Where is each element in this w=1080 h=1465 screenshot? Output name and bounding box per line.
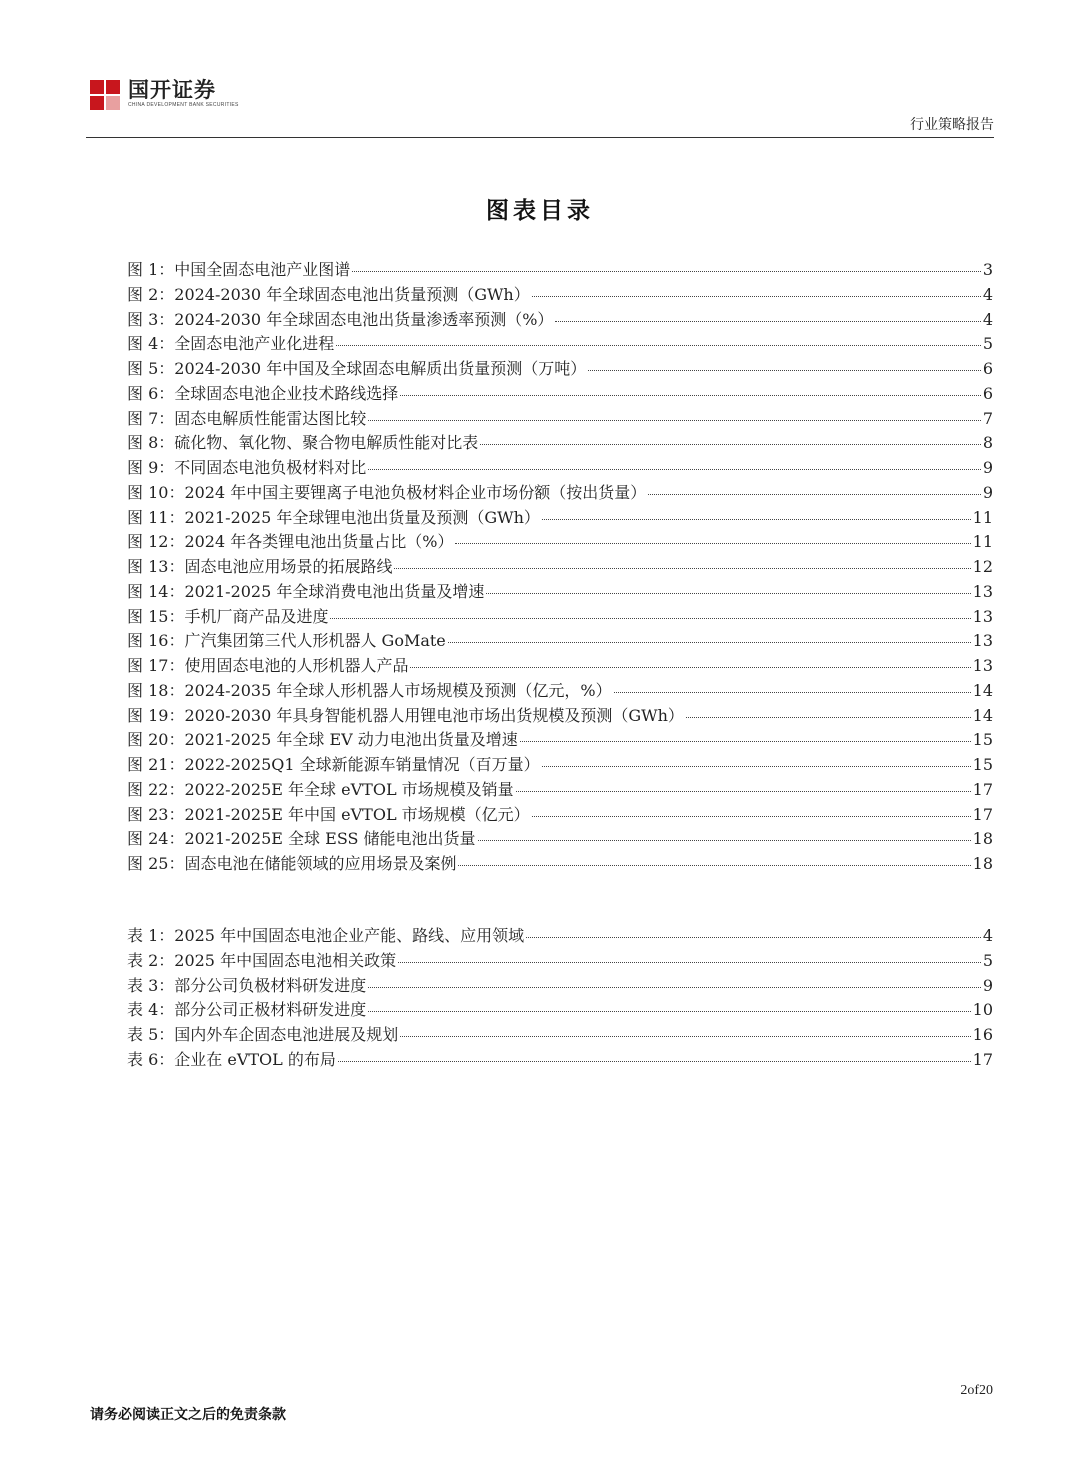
toc-entry-title: 图 20：2021-2025 年全球 EV 动力电池出货量及增速 — [127, 730, 518, 750]
dot-leader — [532, 295, 981, 297]
toc-entry-title: 图 7：固态电解质性能雷达图比较 — [127, 408, 367, 428]
figure-toc-entry[interactable] — [127, 728, 993, 753]
toc-entry-title: 图 1：中国全固态电池产业图谱 — [127, 260, 351, 279]
header-divider — [86, 137, 994, 138]
toc-entry-title: 图 10：2024 年中国主要锂离子电池负极材料企业市场份额（按出货量） — [127, 482, 647, 502]
toc-entry-title: 图 22：2022-2025E 年全球 eVTOL 市场规模及销量 — [127, 779, 514, 799]
dot-leader — [394, 567, 970, 569]
toc-entry-title: 图 23：2021-2025E 年中国 eVTOL 市场规模（亿元） — [127, 804, 530, 824]
toc-entry-page: 15 — [972, 730, 993, 750]
toc-entry-page: 11 — [972, 532, 993, 552]
figure-toc-entry[interactable] — [127, 530, 993, 555]
dot-leader — [400, 1035, 970, 1037]
dot-leader — [336, 344, 981, 346]
dot-leader — [648, 493, 981, 495]
figure-toc-entry[interactable] — [127, 580, 993, 605]
toc-entry-page: 17 — [972, 779, 993, 799]
toc-entry-page: 13 — [972, 656, 993, 675]
table-toc-entry[interactable] — [127, 998, 993, 1023]
toc-entry-page: 14 — [972, 680, 993, 700]
figure-toc-entry[interactable] — [127, 605, 993, 630]
toc-entry-page: 3 — [982, 260, 993, 279]
dot-leader — [338, 1060, 971, 1062]
toc-entry-page: 13 — [972, 606, 993, 626]
company-logo — [90, 78, 239, 112]
dot-leader — [352, 270, 981, 272]
toc-entry-title: 图 8：硫化物、氧化物、聚合物电解质性能对比表 — [127, 433, 479, 453]
toc-entry-page: 5 — [982, 334, 993, 354]
report-type: 行业策略报告 — [910, 117, 994, 133]
figure-toc-entry[interactable] — [127, 827, 993, 852]
toc-entry-page: 4 — [982, 309, 993, 329]
dot-leader — [532, 815, 971, 817]
toc-entry-title: 图 21：2022-2025Q1 全球新能源车销量情况（百万量） — [127, 755, 540, 774]
toc-entry-page: 5 — [982, 950, 993, 970]
dot-leader — [542, 765, 971, 767]
toc-entry-page: 17 — [972, 804, 993, 824]
figure-toc-entry[interactable] — [127, 852, 993, 877]
dot-leader — [398, 961, 981, 963]
dot-leader — [588, 369, 981, 371]
dot-leader — [614, 691, 971, 693]
figure-toc-entry[interactable] — [127, 431, 993, 456]
toc-entry-title: 图 12：2024 年各类锂电池出货量占比（%） — [127, 532, 454, 552]
toc-entry-page: 14 — [972, 705, 993, 725]
table-toc-entry[interactable] — [127, 1048, 993, 1073]
toc-entry-page: 4 — [982, 284, 993, 304]
toc-entry-page: 9 — [982, 975, 993, 995]
table-toc-entry[interactable] — [127, 924, 993, 949]
dot-leader — [368, 419, 981, 421]
toc-entry-title: 图 13：固态电池应用场景的拓展路线 — [127, 557, 393, 576]
toc-entry-page: 18 — [972, 854, 993, 873]
dot-leader — [516, 790, 971, 792]
toc-entry-title: 图 17：使用固态电池的人形机器人产品 — [127, 656, 409, 675]
table-list — [127, 924, 993, 1073]
figure-toc-entry[interactable] — [127, 704, 993, 729]
toc-entry-page: 18 — [972, 829, 993, 849]
table-toc-entry[interactable] — [127, 949, 993, 974]
figure-toc-entry[interactable] — [127, 679, 993, 704]
figure-toc-entry[interactable] — [127, 481, 993, 506]
toc-entry-page: 7 — [982, 408, 993, 428]
toc-entry-title: 表 6：企业在 eVTOL 的布局 — [127, 1049, 336, 1069]
figure-list — [127, 258, 993, 877]
dot-leader — [458, 864, 970, 866]
figure-toc-entry[interactable] — [127, 555, 993, 580]
toc-entry-page: 6 — [982, 383, 993, 403]
toc-entry-title: 图 19：2020-2030 年具身智能机器人用锂电池市场出货规模及预测（GWh） — [127, 705, 684, 725]
dot-leader — [368, 468, 981, 470]
logo-english-name: CHINA DEVELOPMENT BANK SECURITIES — [128, 102, 239, 108]
figure-toc-entry[interactable] — [127, 407, 993, 432]
dot-leader — [526, 936, 981, 938]
toc-entry-title: 图 24：2021-2025E 全球 ESS 储能电池出货量 — [127, 829, 476, 849]
dot-leader — [368, 1010, 970, 1012]
figure-toc-entry[interactable] — [127, 258, 993, 283]
toc-entry-title: 表 4：部分公司正极材料研发进度 — [127, 1000, 367, 1020]
logo-chinese-name: 国开证券 — [128, 77, 216, 102]
toc-entry-title: 表 1：2025 年中国固态电池企业产能、路线、应用领域 — [127, 926, 525, 945]
figure-toc-entry[interactable] — [127, 308, 993, 333]
dot-leader — [410, 666, 970, 668]
logo-text — [128, 78, 239, 109]
dot-leader — [455, 542, 970, 544]
figure-toc-entry[interactable] — [127, 778, 993, 803]
table-toc-entry[interactable] — [127, 974, 993, 999]
figure-toc-entry[interactable] — [127, 283, 993, 308]
dot-leader — [686, 716, 971, 718]
disclaimer-text: 请务必阅读正文之后的免责条款 — [90, 1407, 286, 1423]
toc-entry-page: 9 — [982, 482, 993, 502]
dot-leader — [520, 740, 971, 742]
toc-entry-title: 图 18：2024-2035 年全球人形机器人市场规模及预测（亿元，%） — [127, 680, 612, 700]
figure-toc-entry[interactable] — [127, 456, 993, 481]
dot-leader — [400, 394, 981, 396]
toc-entry-title: 表 5：国内外车企固态电池进展及规划 — [127, 1025, 399, 1044]
page-number: 2of20 — [960, 1383, 993, 1398]
toc-entry-title: 表 3：部分公司负极材料研发进度 — [127, 975, 367, 995]
figure-toc-entry[interactable] — [127, 629, 993, 654]
dot-leader — [368, 986, 981, 988]
figure-toc-entry[interactable] — [127, 357, 993, 382]
figure-toc-entry[interactable] — [127, 803, 993, 828]
dot-leader — [330, 617, 970, 619]
figure-toc-entry[interactable] — [127, 332, 993, 357]
toc-entry-page: 9 — [982, 458, 993, 477]
toc-entry-page: 16 — [972, 1025, 993, 1044]
toc-entry-page: 4 — [982, 926, 993, 945]
dot-leader — [542, 518, 971, 520]
dot-leader — [555, 320, 980, 322]
toc-entry-page: 11 — [972, 507, 993, 527]
toc-entry-title: 表 2：2025 年中国固态电池相关政策 — [127, 950, 397, 970]
toc-entry-title: 图 5：2024-2030 年中国及全球固态电解质出货量预测（万吨） — [127, 359, 587, 378]
figure-toc-entry[interactable] — [127, 753, 993, 778]
toc-entry-title: 图 3：2024-2030 年全球固态电池出货量渗透率预测（%） — [127, 309, 554, 329]
dot-leader — [480, 443, 981, 445]
figure-toc-entry[interactable] — [127, 382, 993, 407]
toc-entry-page: 10 — [972, 1000, 993, 1020]
toc-entry-page: 13 — [972, 581, 993, 601]
toc-entry-page: 15 — [972, 755, 993, 774]
toc-entry-title: 图 14：2021-2025 年全球消费电池出货量及增速 — [127, 581, 485, 601]
toc-entry-title: 图 11：2021-2025 年全球锂电池出货量及预测（GWh） — [127, 507, 540, 527]
toc-entry-title: 图 6：全球固态电池企业技术路线选择 — [127, 383, 399, 403]
dot-leader — [478, 839, 971, 841]
toc-entry-page: 8 — [982, 433, 993, 453]
figure-toc-entry[interactable] — [127, 506, 993, 531]
toc-entry-page: 13 — [972, 631, 993, 651]
page-title: 图表目录 — [486, 197, 594, 224]
figure-toc-entry[interactable] — [127, 654, 993, 679]
toc-entry-title: 图 9：不同固态电池负极材料对比 — [127, 458, 367, 477]
toc-entry-title: 图 4：全固态电池产业化进程 — [127, 334, 335, 354]
toc-entry-page: 17 — [972, 1049, 993, 1069]
dot-leader — [486, 592, 970, 594]
toc-entry-page: 6 — [982, 359, 993, 378]
toc-entry-title: 图 16：广汽集团第三代人形机器人 GoMate — [127, 631, 446, 651]
toc-entry-title: 图 25：固态电池在储能领域的应用场景及案例 — [127, 854, 457, 873]
toc-entry-title: 图 15：手机厂商产品及进度 — [127, 606, 329, 626]
table-toc-entry[interactable] — [127, 1023, 993, 1048]
dot-leader — [448, 641, 971, 643]
toc-entry-title: 图 2：2024-2030 年全球固态电池出货量预测（GWh） — [127, 284, 530, 304]
toc-entry-page: 12 — [972, 557, 993, 576]
logo-mark-icon — [90, 80, 120, 110]
